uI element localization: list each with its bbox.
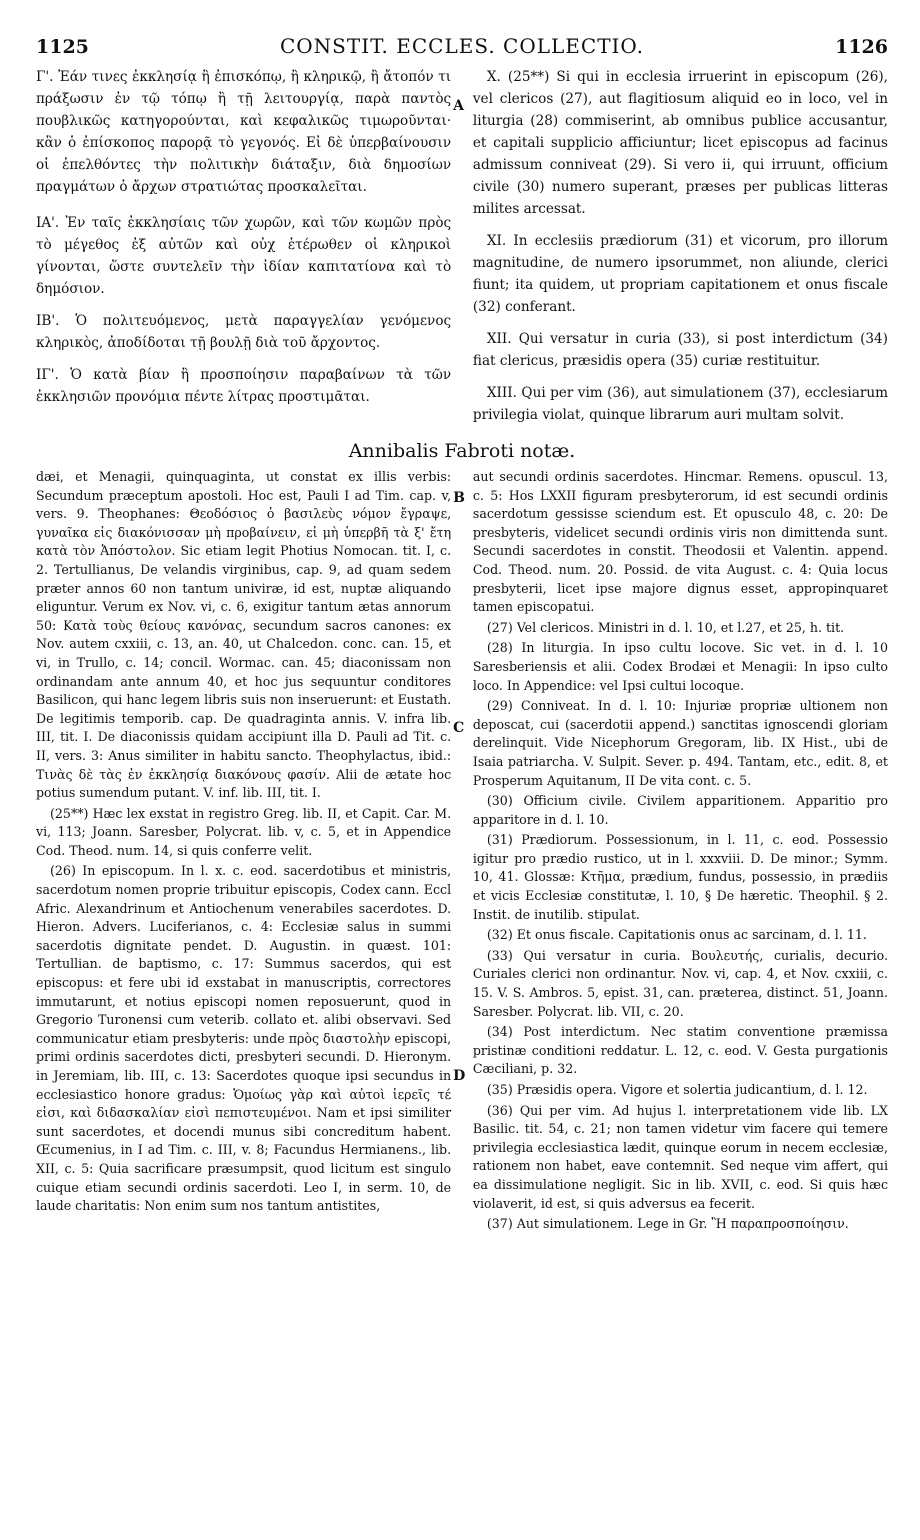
latin-column xyxy=(473,66,888,436)
note-paragraph: (28) In liturgia. In ipso cultu locove. Sic vet. in d. l. 10 Saresberiensis et alii. Codex Brodæi et Menagii: In ipso culto loco. In Appendice: vel Ipsi cultui locoque. xyxy=(472,640,888,693)
running-header xyxy=(36,34,888,64)
notes-columns xyxy=(36,468,888,1236)
greek-paragraph: ΙΓ'. Ὁ κατὰ βίαν ἢ προσποίησιν παραβαίνων τὰ τῶν ἐκκλησιῶν προνόμια πέντε λίτρας προστιμᾶται. xyxy=(36,367,452,405)
margin-markers xyxy=(451,66,473,506)
greek-paragraph: ΙΑ'. Ἐν ταῖς ἐκκλησίαις τῶν χωρῶν, καὶ τῶν κωμῶν πρὸς τὸ μέγεθος ἐξ αὐτῶν καὶ οὐχ ἑτέρωθεν οἱ κληρικοὶ γίνονται, ὥστε συντελεῖν τὴν ἰδίαν καπιτατίονα καὶ τὸ δημόσιον. xyxy=(36,215,452,297)
note-paragraph: (32) Et onus fiscale. Capitationis onus ac sarcinam, d. l. 11. xyxy=(486,927,867,943)
note-paragraph: (34) Post interdictum. Nec statim conventione præmissa pristinæ conditioni reddatur. L. 12, c. eod. V. Gesta purgationis Cæciliani, p. 32. xyxy=(472,1024,888,1077)
notes-right-column xyxy=(473,468,888,1236)
notes-left-column xyxy=(36,468,451,1236)
note-paragraph: (25**) Hæc lex exstat in registro Greg. lib. II, et Capit. Car. M. vi, 113; Joann. Saresber, Polycrat. lib. v, c. 5, et in Appendice Cod. Theod. num. 14, si quis conferre velit. xyxy=(36,805,452,858)
greek-column xyxy=(36,66,451,436)
note-paragraph: (35) Præsidis opera. Vigore et solertia judicantium, d. l. 12. xyxy=(486,1082,868,1097)
note-paragraph: (26) In episcopum. In l. x. c. eod. sacerdotibus et ministris, sacerdotum nomen proprie tribuitur episcopis, Codex cann. Eccl Afric. Alexandrinum et Antiochenum venerabiles sacerdotes. D. Hieron. Advers. Luciferianos, c. 4: Ecclesiæ salus in summi sacerdotis dignitate pendet. D. Augustin. in quæst. 101: Tertullian. de baptismo, c. 17: Summus sacerdos, qui est episcopus: et fere ubi id exstabat in manuscriptis, correctores immutarunt, et notius episcopi nomen reposuerunt, quod in Gregorio Turonensi cum veterib. collato et. alibi observavi. Sed communicatur etiam presbyteris: unde πρὸς διαστολὴν episcopi, primi ordinis sacerdotes dicti, presbyteri secundi. D. Hieronym. in Jeremiam, lib. III, c. 13: Sacerdotes quoque ipsi secundus in ecclesiastico honore gradus: Ὁμοίως γὰρ καὶ αὐτοὶ ἱερεῖς τέ εἰσι, καὶ διδασκαλίαν εἰσὶ πεπιστευμένοι. Nam et ipsi similiter sunt sacerdotes, et docendi munus sibi concreditum habent. Œcumenius, in I ad Tim. c. III, v. 8; Facundus Hermianens., lib. XII, c. 5: Quia sacrificare præsumpsit, quod licitum est singulo cuique etiam secundi ordinis sacerdoti. Leo I, in serm. 10, de laude charitatis: Non enim sum nos tantum antistites, xyxy=(36,863,452,1214)
notes-heading: Annibalis Fabroti notæ. xyxy=(348,440,576,462)
page-number-right: 1126 xyxy=(835,36,888,58)
note-paragraph: aut secundi ordinis sacerdotes. Hincmar. Remens. opuscul. 13, c. 5: Hos LXXII figuram presbyterorum, id est secundi ordinis sacerdotum gessisse sciendum est. Et opusculo 48, c. 20: De presbyteris, videlicet secundi ordinis viris non dimittenda sunt. Secundi sacerdotes in constit. Theodosii et Valentin. append. Cod. Theod. num. 20. Possid. de vita August. c. 4: Quia locus presbyterii, licet ipse majore dignus esset, appropinquaret tamen episcopatui. xyxy=(472,469,888,615)
margin-letter: B xyxy=(453,490,465,506)
latin-paragraph: XI. In ecclesiis prædiorum (31) et vicorum, pro illorum magnitudine, de numero ipsorummet, non aliunde, clerici fiunt; ita quidem, ut propriam capitationem et onus fiscale (32) conferant. xyxy=(472,233,888,315)
note-paragraph: (37) Aut simulationem. Lege in Gr. Ἢ παραπροσποίησιν. xyxy=(486,1216,849,1232)
running-title: CONSTIT. ECCLES. COLLECTIO. xyxy=(279,34,645,58)
greek-paragraph: Γ'. Ἐάν τινες ἐκκλησίᾳ ἢ ἐπισκόπῳ, ἢ κληρικῷ, ἢ ἄτοπόν τι πράξωσιν ἐν τῷ τόπῳ ἢ τῇ λειτουργίᾳ, παρὰ παντὸς πουβλικῶς κατηγορούνται, καὶ κεφαλικῶς τιμωροῦνται· κἂν ὁ ἐπίσκοπος παρορᾷ τὸ γεγονός. Εἰ δὲ ὑπερβαίνουσιν οἱ ἐπελθόντες τὴν πολιτικὴν διάταξιν, διὰ δημοσίων πραγμάτων ὁ ἄρχων στρατιώτας προσκαλεῖται. xyxy=(36,69,452,195)
latin-paragraph: X. (25**) Si qui in ecclesia irruerint in episcopum (26), vel clericos (27), aut flagitiosum aliquid eo in loco, vel in liturgia (28) commiserint, ab omnibus publice accusantur, et capitali supplicio afficiuntur; licet episcopus ad facinus admissum conniveat (29). Si vero ii, qui irruunt, officium civile (30) numero superant, præses per publicas litteras milites arcessat. xyxy=(472,69,888,217)
margin-letter: C xyxy=(453,720,465,736)
notes-margin-markers xyxy=(451,468,473,1236)
greek-paragraph: ΙΒ'. Ὁ πολιτευόμενος, μετὰ παραγγελίαν γενόμενος κληρικὸς, ἀποδίδοται τῇ βουλῇ διὰ τοῦ ἄρχοντος. xyxy=(36,313,452,351)
note-paragraph: (27) Vel clericos. Ministri in d. l. 10, et l.27, et 25, h. tit. xyxy=(486,619,845,635)
latin-paragraph: XIII. Qui per vim (36), aut simulationem (37), ecclesiarum privilegia violat, quinque librarum auri multam solvit. xyxy=(472,385,888,423)
page-number-left: 1125 xyxy=(36,36,89,58)
margin-letter: A xyxy=(453,98,464,114)
margin-letter: D xyxy=(453,1068,466,1084)
note-paragraph: (30) Officium civile. Civilem apparitionem. Apparitio pro apparitore in d. l. 10. xyxy=(472,793,888,827)
note-paragraph: (29) Conniveat. In d. l. 10: Injuriæ propriæ ultionem non deposcat, cui (sacerdotii append.) sanctitas ignoscendi gloriam derelinquit. Vide Nicephorum Gregoram, lib. IX Hist., ubi de Isaia patriarcha. V. Sulpit. Sever. p. 494. Tantam, etc., edit. 8, et Prosperum Aquitanum, II De vita cont. c. 5. xyxy=(472,698,888,788)
latin-paragraph: XII. Qui versatur in curia (33), si post interdictum (34) fiat clericus, præsidis opera (35) curiæ restituitur. xyxy=(472,331,888,369)
note-paragraph: dæi, et Menagii, quinquaginta, ut constat ex illis verbis: Secundum præceptum apostoli. Hoc est, Pauli I ad Tim. cap. v, vers. 9. Theophanes: Θεοδόσιος ὁ βασιλεὺς νόμον ἔγραψε, γυναῖκα εἰς διακόνισσαν μὴ προβαίνειν, εἰ μὴ ὑπερβῆ τὰ ξ' ἔτη κατὰ τὸν Ἀπόστολον. Sic etiam legit Photius Nomocan. tit. I, c. 2. Tertullianus, De velandis virginibus, cap. 9, ad quam sedem præter annos 60 non tantum univiræ, id est, nuptæ aliquando eliguntur. Verum ex Nov. vi, c. 6, exigitur tantum ætas annorum 50: Κατὰ τοὺς θείους κανόνας, secundum sacros canones: ex Nov. autem cxxiii, c. 13, an. 40, ut Chalcedon. conc. can. 15, et vi, in Trullo, c. 14; concil. Wormac. can. 45; diaconissam non ordinandam ante annum 40, et hoc jus sequuntur conditores Basilicon, qui hanc legem libris suis non inseruerunt: et Eustath. De legitimis temporib. cap. De quadraginta annis. V. infra lib. III, tit. I. De diaconissis quidam accipiunt illa D. Pauli ad Tit. c. II, vers. 3: Anus similiter in habitu sancto. Theophylactus, ibid.: Τινὰς δὲ τὰς ἐν ἐκκλησίᾳ διακόνους φασίν. Alii de ætate hoc potius sumendum putant. V. inf. lib. III, tit. I. xyxy=(36,469,452,801)
note-paragraph: (36) Qui per vim. Ad hujus l. interpretationem vide lib. LX Basilic. tit. 54, c. 21; non tamen videtur vim facere qui temere privilegia ecclesiastica lædit, quinque eorum in necem ecclesiæ, rationem non habet, eave contemnit. Sed neque vim affert, qui ea dissimulatione negligit. Sic in lib. XVII, c. eod. Si quis hæc violaverit, id est, si quis adversus ea fecerit. xyxy=(472,1102,888,1211)
note-paragraph: (33) Qui versatur in curia. Βουλευτής, curialis, decurio. Curiales clerici non ordinantur. Nov. vi, cap. 4, et Nov. cxxiii, c. 15. V. S. Ambros. 5, epist. 31, can. præterea, distinct. 51, Joann. Saresber. Polycrat. lib. VII, c. 20. xyxy=(472,947,888,1019)
note-paragraph: (31) Prædiorum. Possessionum, in l. 11, c. eod. Possessio igitur pro prædio rustico, ut in l. xxxviii. D. De minor.; Symm. 10, 41. Glossæ: Κτῆμα, prædium, fundus, possessio, in prædiis et vicis Ecclesiæ constitutæ, l. 10, § De hæretic. Theophil. § 2. Instit. de inutilib. stipulat. xyxy=(472,832,888,922)
